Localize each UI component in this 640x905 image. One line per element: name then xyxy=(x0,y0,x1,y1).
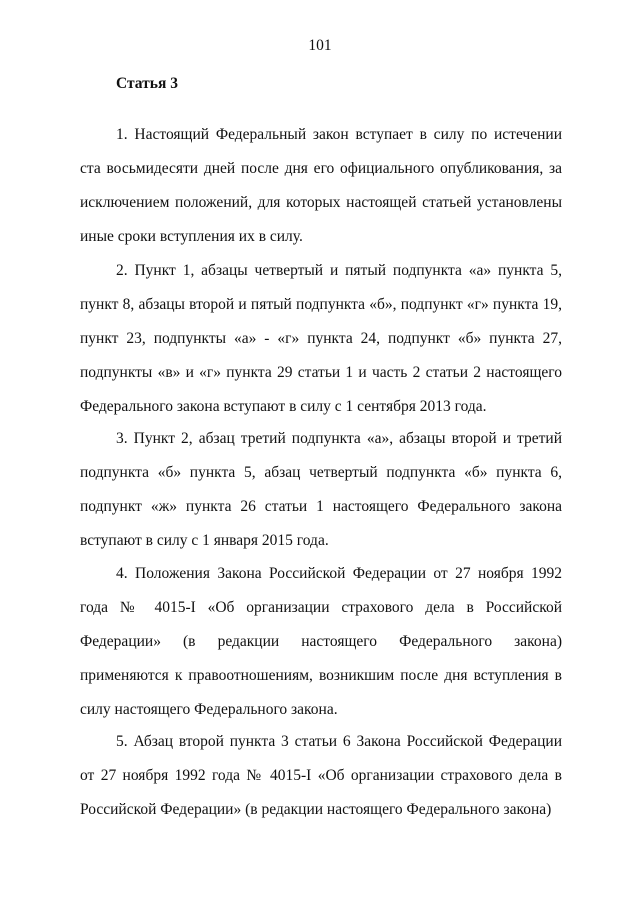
paragraph-2: 2. Пункт 1, абзацы четвертый и пятый подпункта «а» пункта 5, пункт 8, абзацы второй и пятый подпункта «б», подпункт «г» пункта 19, пункт 23, подпункты «а» - «г» пункта 24, подпункт «б» пункта 27, подпункты «в» и «г» пункта 29 статьи 1 и часть 2 статьи 2 настоящего Федерального закона вступают в силу с 1 сентября 2013 года. xyxy=(80,261,562,415)
paragraph-5: 5. Абзац второй пункта 3 статьи 6 Закона Российской Федерации от 27 ноября 1992 года № 4015-I «Об организации страхового дела в Российской Федерации» (в редакции настоящего Федерального закона) xyxy=(80,732,562,818)
page-number: 101 xyxy=(308,37,332,54)
paragraph-3: 3. Пункт 2, абзац третий подпункта «а», абзацы второй и третий подпункта «б» пункта 5, абзац четвертый подпункта «б» пункта 6, подпункт «ж» пункта 26 статьи 1 настоящего Федерального закона вступают в силу с 1 января 2015 года. xyxy=(80,429,562,549)
article-title: Статья 3 xyxy=(116,75,178,92)
paragraph-4: 4. Положения Закона Российской Федерации от 27 ноября 1992 года № 4015-I «Об организации страхового дела в Российской Федерации» (в редакции настоящего Федерального закона) применяются к правоотношениям, возникшим после дня вступления в силу настоящего Федерального закона. xyxy=(80,564,562,718)
paragraph-1: 1. Настоящий Федеральный закон вступает в силу по истечении ста восьмидесяти дней после дня его официального опубликования, за исключением положений, для которых настоящей статьей установлены иные сроки вступления их в силу. xyxy=(80,125,562,245)
